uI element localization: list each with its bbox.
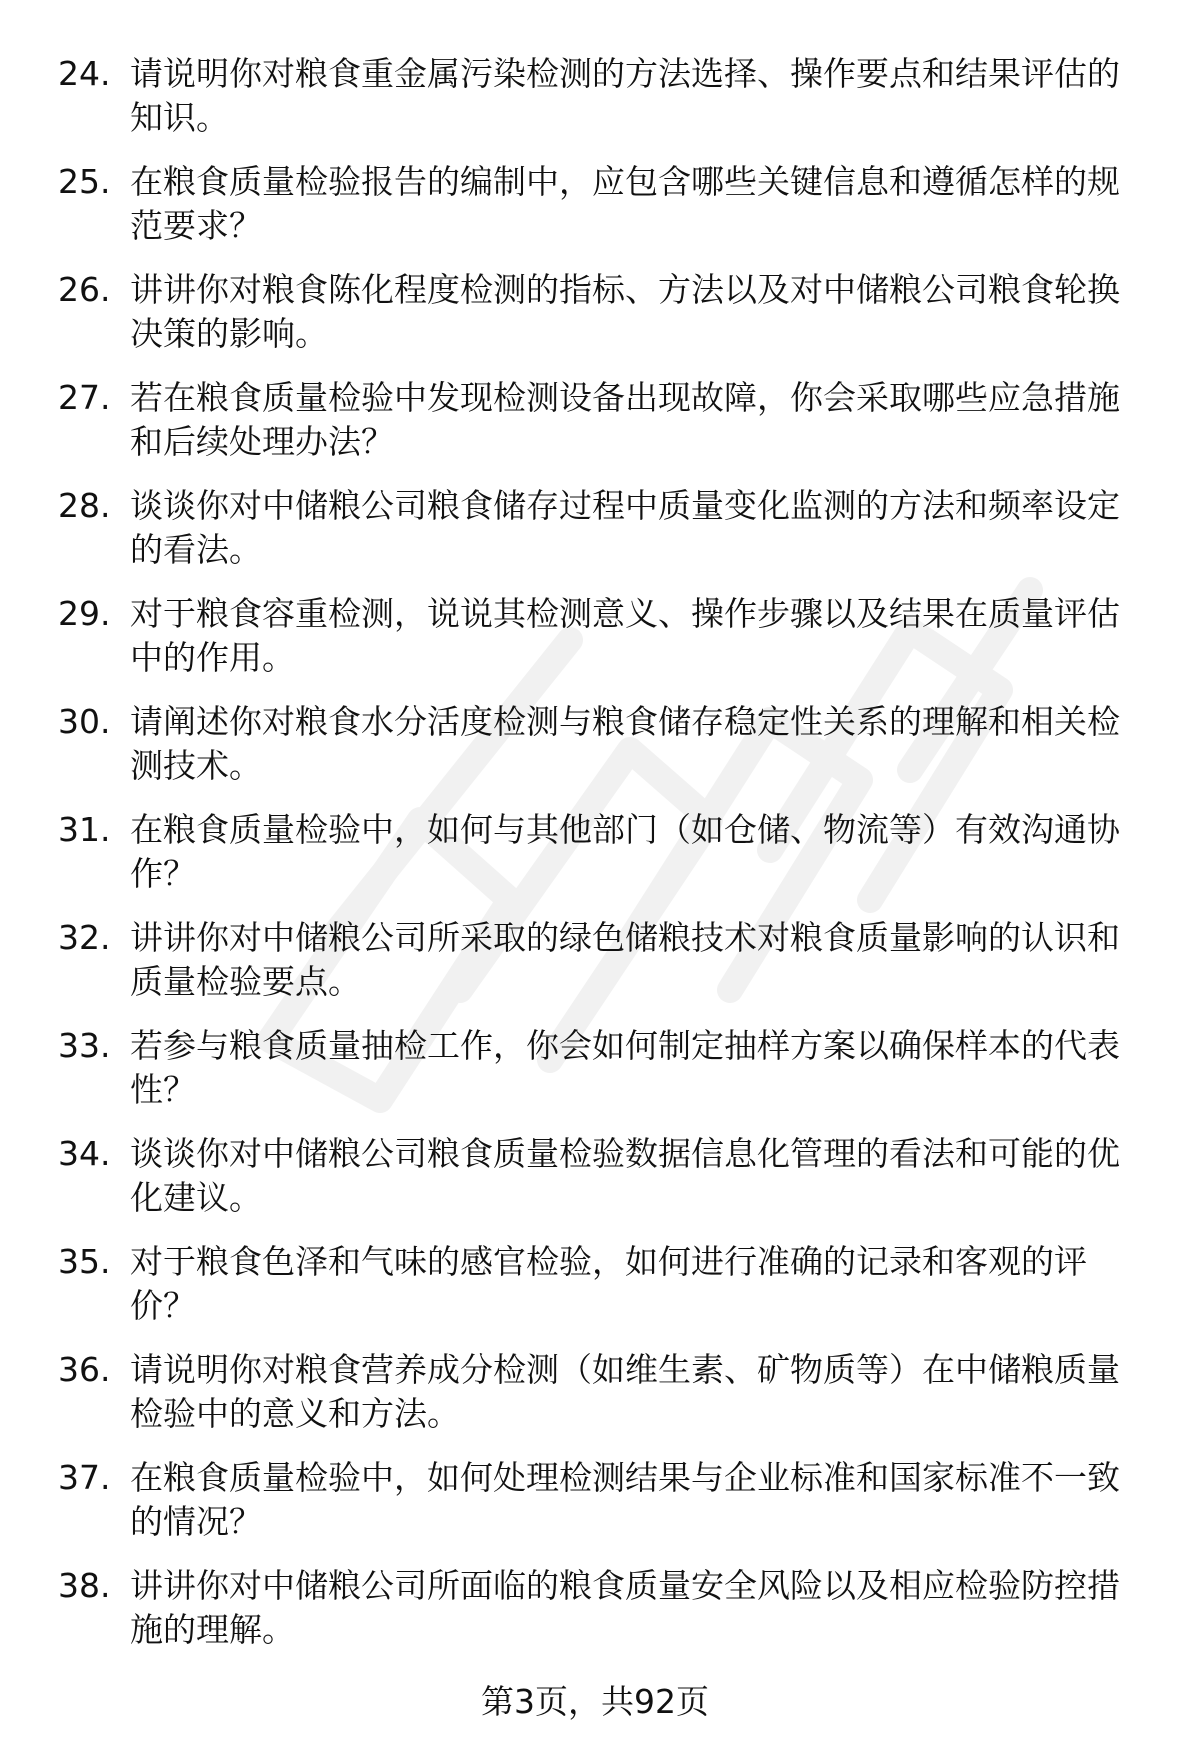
question-number: 33. xyxy=(58,1026,111,1065)
question-text: 在粮食质量检验中，如何与其他部门（如仓储、物流等）有效沟通协作？ xyxy=(130,810,1120,893)
question-text: 讲讲你对中储粮公司所面临的粮食质量安全风险以及相应检验防控措施的理解。 xyxy=(130,1566,1120,1649)
question-number: 36. xyxy=(58,1350,111,1389)
question-item xyxy=(0,268,1190,376)
question-item xyxy=(0,376,1190,484)
question-number: 38. xyxy=(58,1566,111,1605)
question-text: 对于粮食色泽和气味的感官检验，如何进行准确的记录和客观的评价？ xyxy=(130,1242,1087,1325)
question-item xyxy=(0,700,1190,808)
question-text: 若在粮食质量检验中发现检测设备出现故障，你会采取哪些应急措施和后续处理办法？ xyxy=(130,378,1120,461)
question-item xyxy=(0,1456,1190,1564)
question-text: 对于粮食容重检测，说说其检测意义、操作步骤以及结果在质量评估中的作用。 xyxy=(130,594,1120,677)
question-item xyxy=(0,1348,1190,1456)
question-number: 28. xyxy=(58,486,111,525)
question-number: 24. xyxy=(58,54,111,93)
question-text: 请阐述你对粮食水分活度检测与粮食储存稳定性关系的理解和相关检测技术。 xyxy=(130,702,1120,785)
question-item xyxy=(0,1564,1190,1672)
question-text: 若参与粮食质量抽检工作，你会如何制定抽样方案以确保样本的代表性？ xyxy=(130,1026,1120,1109)
question-number: 29. xyxy=(58,594,111,633)
page-footer: 第3页，共92页 xyxy=(481,1682,709,1721)
question-text: 讲讲你对粮食陈化程度检测的指标、方法以及对中储粮公司粮食轮换决策的影响。 xyxy=(130,270,1120,353)
question-list xyxy=(0,52,1190,1672)
question-item xyxy=(0,1132,1190,1240)
question-number: 34. xyxy=(58,1134,111,1173)
question-number: 37. xyxy=(58,1458,111,1497)
question-text: 请说明你对粮食重金属污染检测的方法选择、操作要点和结果评估的知识。 xyxy=(130,54,1120,137)
question-item xyxy=(0,1024,1190,1132)
question-text: 在粮食质量检验中，如何处理检测结果与企业标准和国家标准不一致的情况？ xyxy=(130,1458,1120,1541)
question-item xyxy=(0,916,1190,1024)
question-text: 谈谈你对中储粮公司粮食储存过程中质量变化监测的方法和频率设定的看法。 xyxy=(130,486,1120,569)
question-item xyxy=(0,592,1190,700)
question-number: 26. xyxy=(58,270,111,309)
question-item xyxy=(0,484,1190,592)
question-item xyxy=(0,52,1190,160)
question-number: 25. xyxy=(58,162,111,201)
question-text: 讲讲你对中储粮公司所采取的绿色储粮技术对粮食质量影响的认识和质量检验要点。 xyxy=(130,918,1120,1001)
question-text: 在粮食质量检验报告的编制中，应包含哪些关键信息和遵循怎样的规范要求？ xyxy=(130,162,1120,245)
question-number: 31. xyxy=(58,810,111,849)
question-item xyxy=(0,1240,1190,1348)
question-number: 27. xyxy=(58,378,111,417)
question-number: 35. xyxy=(58,1242,111,1281)
question-text: 请说明你对粮食营养成分检测（如维生素、矿物质等）在中储粮质量检验中的意义和方法。 xyxy=(130,1350,1120,1433)
question-number: 32. xyxy=(58,918,111,957)
question-item xyxy=(0,160,1190,268)
question-text: 谈谈你对中储粮公司粮食质量检验数据信息化管理的看法和可能的优化建议。 xyxy=(130,1134,1120,1217)
question-number: 30. xyxy=(58,702,111,741)
question-item xyxy=(0,808,1190,916)
